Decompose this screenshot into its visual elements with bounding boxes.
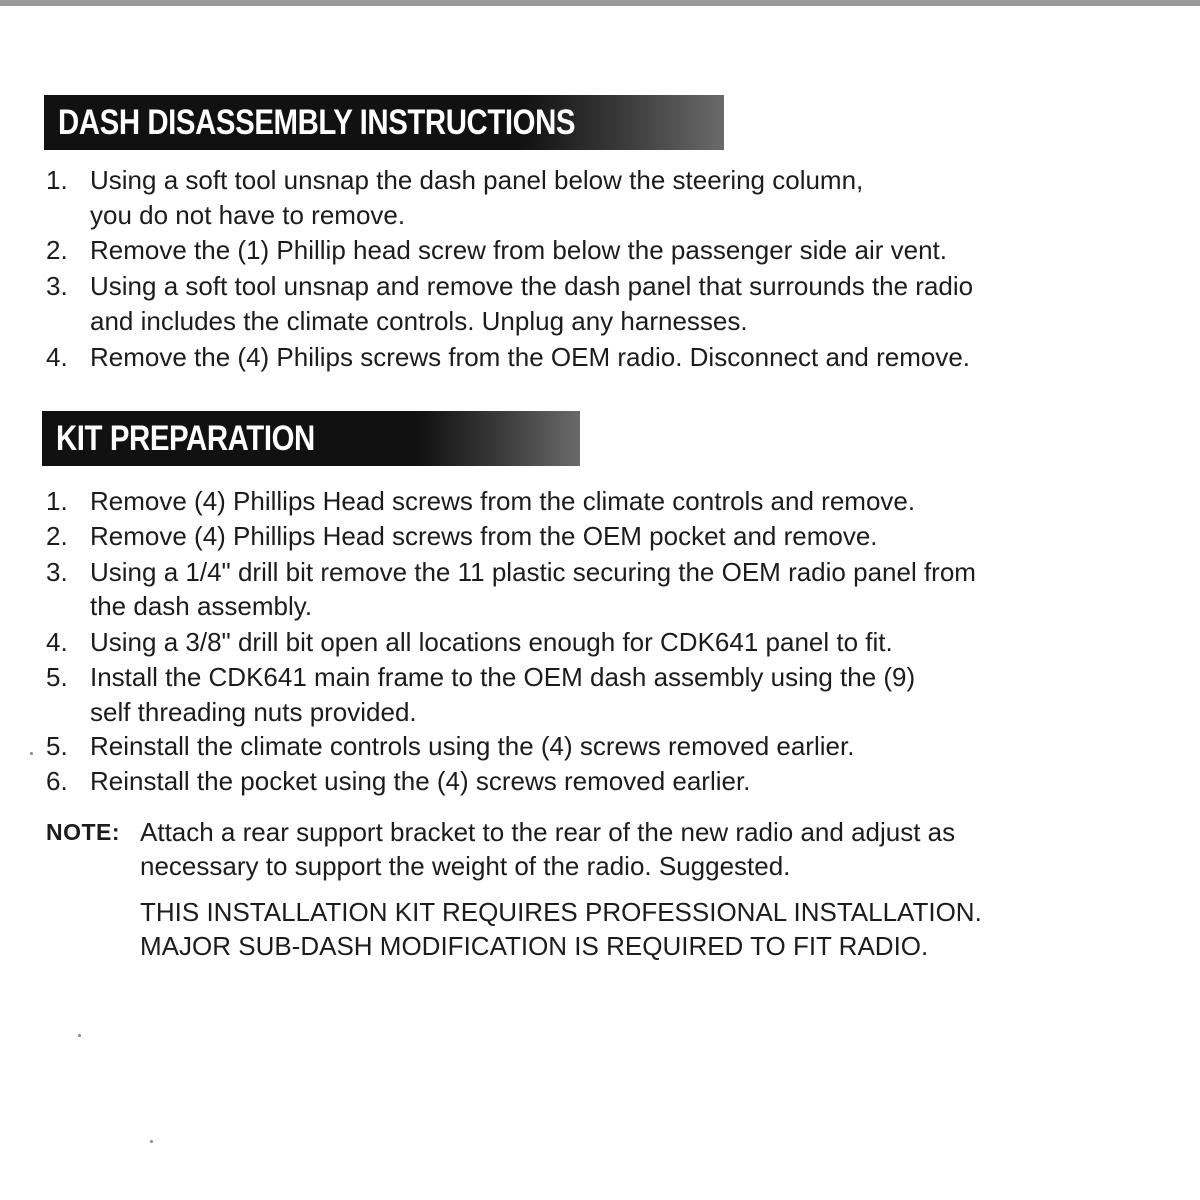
step-number: 5. bbox=[46, 731, 68, 761]
step-text: Remove the (4) Philips screws from the OEM radio. Disconnect and remove. bbox=[90, 342, 971, 372]
step-text: the dash assembly. bbox=[90, 591, 313, 621]
step-number: 4. bbox=[46, 627, 68, 657]
step-number: 1. bbox=[46, 486, 68, 516]
step-number: 3. bbox=[46, 557, 68, 587]
step-text: Remove the (1) Phillip head screw from below the passenger side air vent. bbox=[90, 235, 947, 265]
step-text: self threading nuts provided. bbox=[90, 697, 417, 727]
step-text: Remove (4) Phillips Head screws from the climate controls and remove. bbox=[90, 486, 916, 516]
step-number: 1. bbox=[46, 165, 68, 195]
note-label: NOTE: bbox=[46, 819, 121, 845]
step-text: and includes the climate controls. Unplug any harnesses. bbox=[90, 306, 748, 336]
warning-text: MAJOR SUB-DASH MODIFICATION IS REQUIRED TO FIT RADIO. bbox=[140, 931, 929, 961]
dash-disassembly-title: DASH DISASSEMBLY INSTRUCTIONS bbox=[58, 103, 576, 142]
step-text: Reinstall the climate controls using the (4) screws removed earlier. bbox=[90, 731, 855, 761]
scan-speck bbox=[78, 1034, 81, 1037]
note-text: Attach a rear support bracket to the rear of the new radio and adjust as bbox=[140, 817, 956, 847]
scan-speck bbox=[150, 1140, 153, 1143]
step-text: you do not have to remove. bbox=[90, 200, 406, 230]
step-number: 6. bbox=[46, 766, 68, 796]
scan-speck bbox=[30, 752, 33, 755]
step-text: Install the CDK641 main frame to the OEM dash assembly using the (9) bbox=[90, 662, 916, 692]
step-number: 4. bbox=[46, 342, 68, 372]
step-text: Using a soft tool unsnap and remove the dash panel that surrounds the radio bbox=[90, 271, 974, 301]
step-number: 2. bbox=[46, 235, 68, 265]
step-number: 3. bbox=[46, 271, 68, 301]
kit-preparation-title: KIT PREPARATION bbox=[56, 419, 315, 458]
step-text: Remove (4) Phillips Head screws from the OEM pocket and remove. bbox=[90, 521, 878, 551]
kit-preparation-header bbox=[42, 411, 580, 466]
dash-disassembly-header bbox=[44, 95, 724, 150]
step-number: 2. bbox=[46, 521, 68, 551]
step-text: Using a soft tool unsnap the dash panel below the steering column, bbox=[90, 165, 864, 195]
step-number: 5. bbox=[46, 662, 68, 692]
step-text: Using a 1/4" drill bit remove the 11 plastic securing the OEM radio panel from bbox=[90, 557, 976, 587]
top-border-rule bbox=[0, 0, 1200, 6]
step-text: Using a 3/8" drill bit open all locations enough for CDK641 panel to fit. bbox=[90, 627, 893, 657]
step-text: Reinstall the pocket using the (4) screws removed earlier. bbox=[90, 766, 751, 796]
warning-text: THIS INSTALLATION KIT REQUIRES PROFESSIONAL INSTALLATION. bbox=[140, 897, 982, 927]
note-text: necessary to support the weight of the radio. Suggested. bbox=[140, 851, 791, 881]
